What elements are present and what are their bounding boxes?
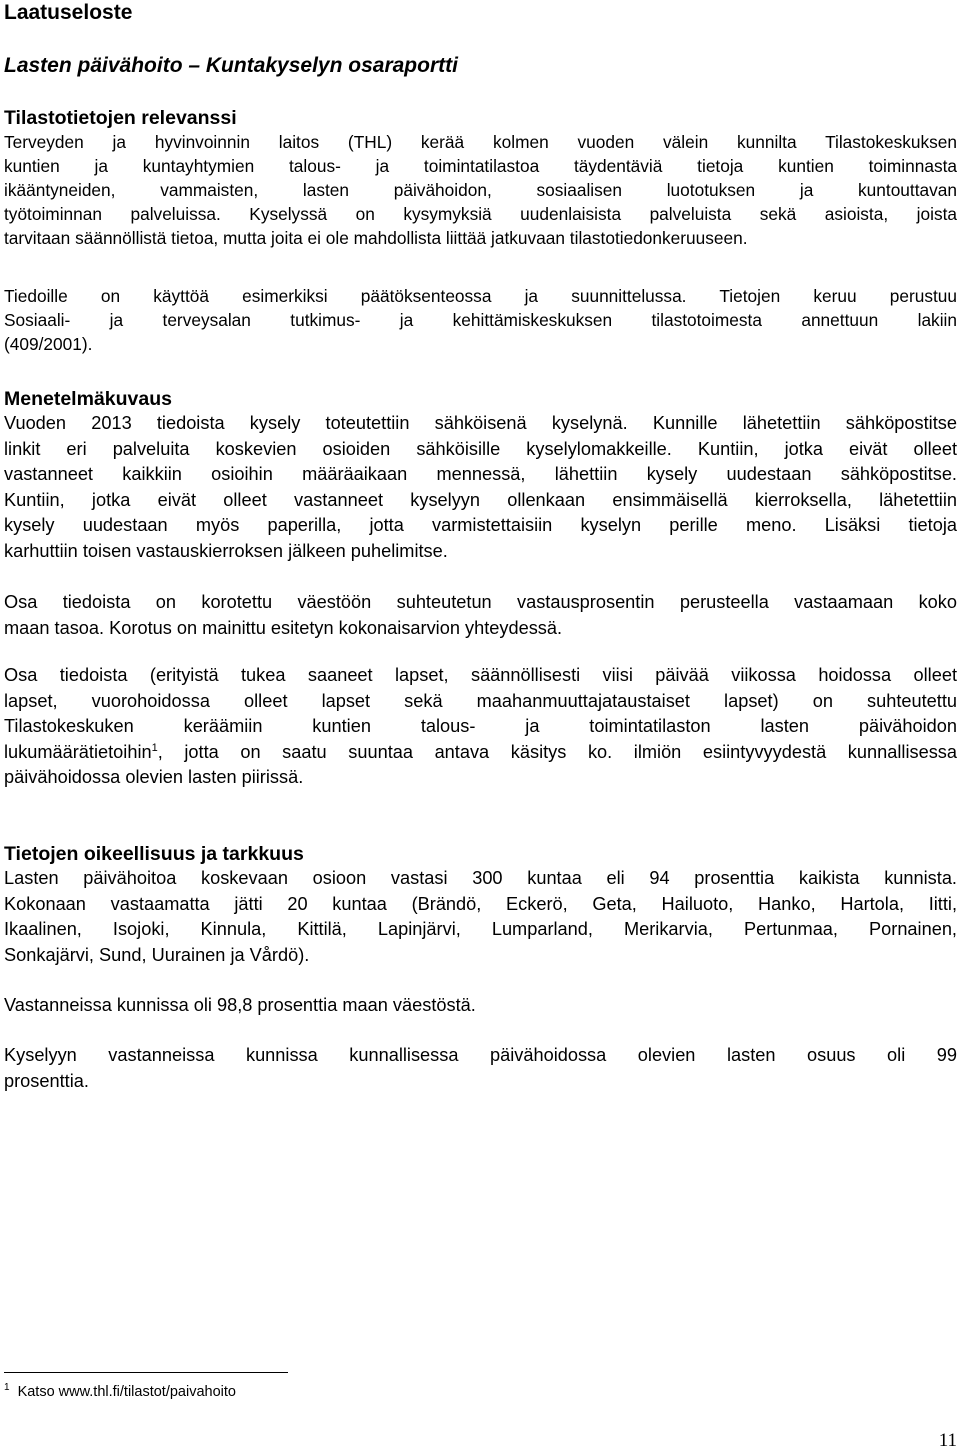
paragraph-line: kuntien ja kuntayhtymien talous- ja toimintatilastoa täydentäviä tietoja kuntien toiminnasta <box>4 156 957 176</box>
paragraph-line: Vastanneissa kunnissa oli 98,8 prosenttia maan väestöstä. <box>4 995 476 1015</box>
paragraph-line: Tiedoille on käyttöä esimerkiksi päätöksenteossa ja suunnittelussa. Tietojen keruu perustuu <box>4 286 957 306</box>
paragraph-line: työtoiminnan palveluissa. Kyselyssä on kysymyksiä uudenlaisista palveluista sekä asioista, joista <box>4 204 957 224</box>
paragraph-line: karhuttiin toisen vastauskierroksen jälkeen puhelimitse. <box>4 540 448 561</box>
footnote-number: 1 <box>4 1382 10 1393</box>
line-text: , jotta on saatu suuntaa antava käsitys ko. ilmiön esiintyvyydestä kunnallisessa <box>157 741 957 762</box>
method-paragraph-3 <box>4 663 957 791</box>
paragraph-line: maan tasoa. Korotus on mainittu esitetyn kokonaisarvion yhteydessä. <box>4 617 563 638</box>
paragraph-line: Tilastokeskuken keräämiin kuntien talous- ja toimintatilaston lasten päivähoidon <box>4 716 957 736</box>
footnote-reference[interactable]: 1 <box>151 741 158 754</box>
paragraph-line: vastanneet kaikkiin osioihin määräaikaan mennessä, lähettiin kysely uudestaan sähköpostitse. <box>4 464 957 484</box>
paragraph-line: päivähoidossa olevien lasten piirissä. <box>4 767 304 787</box>
accuracy-paragraph-2 <box>4 993 957 1019</box>
footnote-separator <box>4 1372 288 1373</box>
line-text: lukumäärätietoihin <box>4 741 152 762</box>
paragraph-line: Ikaalinen, Isojoki, Kinnula, Kittilä, Lapinjärvi, Lumparland, Merikarvia, Pertunmaa, Pornainen, <box>4 919 957 939</box>
accuracy-heading: Tietojen oikeellisuus ja tarkkuus <box>4 843 304 865</box>
paragraph-line: kysely uudestaan myös paperilla, jotta varmistettaisiin kyselyn perille meno. Lisäksi tietoja <box>4 515 957 535</box>
method-paragraph-1 <box>4 411 957 564</box>
paragraph-line: ikääntyneiden, vammaisten, lasten päivähoidon, sosiaalisen luototuksen ja kuntouttavan <box>4 180 957 200</box>
paragraph-line: (409/2001). <box>4 334 93 354</box>
method-paragraph-2 <box>4 590 957 641</box>
footnote <box>4 1382 236 1402</box>
paragraph-line: lapset, vuorohoidossa olleet lapset sekä maahanmuuttajataustaiset lapset) on suhteutettu <box>4 690 957 711</box>
paragraph-line: Vuoden 2013 tiedoista kysely toteutettiin sähköisenä kyselynä. Kunnille lähetettiin sähköpostitse <box>4 413 957 433</box>
paragraph-line: Terveyden ja hyvinvoinnin laitos (THL) kerää kolmen vuoden välein kunnilta Tilastokeskuksen <box>4 132 957 152</box>
paragraph-line: prosenttia. <box>4 1070 89 1091</box>
document-subtitle: Lasten päivähoito – Kuntakyselyn osaraportti <box>4 54 458 77</box>
accuracy-section <box>4 842 957 968</box>
accuracy-paragraph-1 <box>4 866 957 968</box>
relevance-section <box>4 106 957 250</box>
document-page <box>4 0 957 1455</box>
method-section <box>4 387 957 564</box>
paragraph-line: Kuntiin, jotka eivät olleet vastanneet kyselyyn ollenkaan ensimmäisellä kierroksella, lähetettiin <box>4 489 957 510</box>
paragraph-line: Osa tiedoista (erityistä tukea saaneet lapset, säännöllisesti viisi päivää viikossa hoidossa olleet <box>4 665 957 685</box>
relevance-paragraph-2 <box>4 284 957 356</box>
paragraph-line: linkit eri palveluita koskevien osioiden sähköisille kyselylomakkeille. Kuntiin, jotka eivät olleet <box>4 438 957 459</box>
footnote-link[interactable]: Katso www.thl.fi/tilastot/paivahoito <box>17 1384 236 1400</box>
paragraph-line: Osa tiedoista on korotettu väestöön suhteutetun vastausprosentin perusteella vastaamaan koko <box>4 592 957 612</box>
paragraph-line: Sosiaali- ja terveysalan tutkimus- ja kehittämiskeskuksen tilastotoimesta annettuun lakiin <box>4 310 957 330</box>
page-number: 11 <box>938 1430 957 1451</box>
accuracy-paragraph-3 <box>4 1043 957 1094</box>
document-title: Laatuseloste <box>4 1 133 24</box>
paragraph-line-with-footnote <box>4 740 957 766</box>
paragraph-line: Kyselyyn vastanneissa kunnissa kunnallisessa päivähoidossa olevien lasten osuus oli 99 <box>4 1045 957 1065</box>
paragraph-line: tarvitaan säännöllistä tietoa, mutta joita ei ole mahdollista liittää jatkuvaan tilastotiedonkeruuseen. <box>4 228 748 248</box>
relevance-heading: Tilastotietojen relevanssi <box>4 107 237 129</box>
paragraph-line: Sonkajärvi, Sund, Uurainen ja Vårdö). <box>4 944 310 965</box>
method-heading: Menetelmäkuvaus <box>4 388 172 410</box>
paragraph-line: Lasten päivähoitoa koskevaan osioon vastasi 300 kuntaa eli 94 prosenttia kaikista kunnista. <box>4 868 957 888</box>
relevance-paragraph-1 <box>4 130 957 250</box>
paragraph-line: Kokonaan vastaamatta jätti 20 kuntaa (Brändö, Eckerö, Geta, Hailuoto, Hanko, Hartola, Iitti, <box>4 893 957 914</box>
